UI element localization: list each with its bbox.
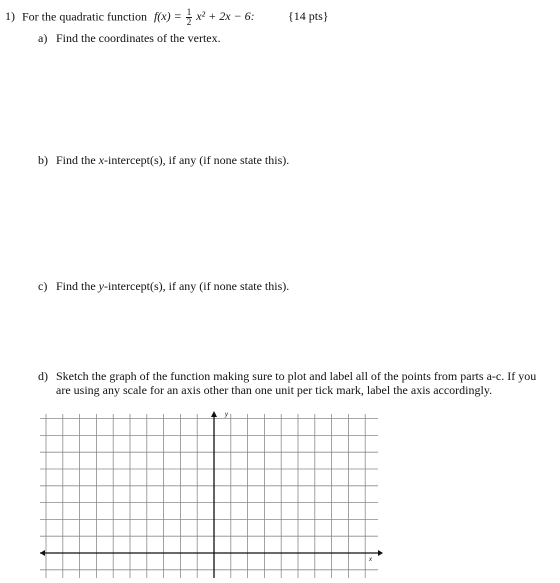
part-a xyxy=(38,31,221,45)
part-b-text-before: Find the xyxy=(56,153,96,167)
question-header xyxy=(5,8,255,27)
part-c-label: c) xyxy=(38,279,48,293)
part-c-text-before: Find the xyxy=(56,279,96,293)
y-axis-arrow-up xyxy=(211,411,217,417)
part-b-label: b) xyxy=(38,153,48,167)
x-axis-arrow-left xyxy=(40,550,45,556)
part-c xyxy=(38,279,289,293)
question-text: For the quadratic function xyxy=(22,9,147,24)
part-d-line2: are using any scale for an axis other than one unit per tick mark, label the axis accordingly. xyxy=(56,383,493,397)
part-c-variable: y xyxy=(98,279,104,293)
fraction-one-half xyxy=(186,8,193,27)
fraction-denominator: 2 xyxy=(186,17,192,27)
x-axis-label: x xyxy=(369,557,372,563)
function-rhs: x² + 2x − 6: xyxy=(196,9,255,24)
part-b-variable: x xyxy=(98,153,104,167)
x-axis-arrow-right xyxy=(378,550,383,556)
part-b-text-after: -intercept(s), if any (if none state this). xyxy=(104,153,290,167)
fraction-numerator: 1 xyxy=(186,7,192,17)
part-a-text: Find the coordinates of the vertex. xyxy=(56,31,221,45)
part-b xyxy=(38,153,289,167)
part-d xyxy=(38,369,548,397)
part-a-label: a) xyxy=(38,31,48,45)
part-d-label: d) xyxy=(38,369,48,383)
y-axis-label: y xyxy=(225,412,228,418)
function-lhs: f(x) = xyxy=(153,9,182,24)
part-c-text-after: -intercept(s), if any (if none state this). xyxy=(104,279,290,293)
part-d-line1: Sketch the graph of the function making sure to plot and label all of the points from parts a-c. If you xyxy=(56,369,537,383)
coordinate-grid xyxy=(38,410,383,578)
question-number: 1) xyxy=(5,9,15,24)
points-value: {14 pts} xyxy=(288,9,329,23)
function-expression xyxy=(153,7,255,27)
graph-grid xyxy=(38,410,383,578)
